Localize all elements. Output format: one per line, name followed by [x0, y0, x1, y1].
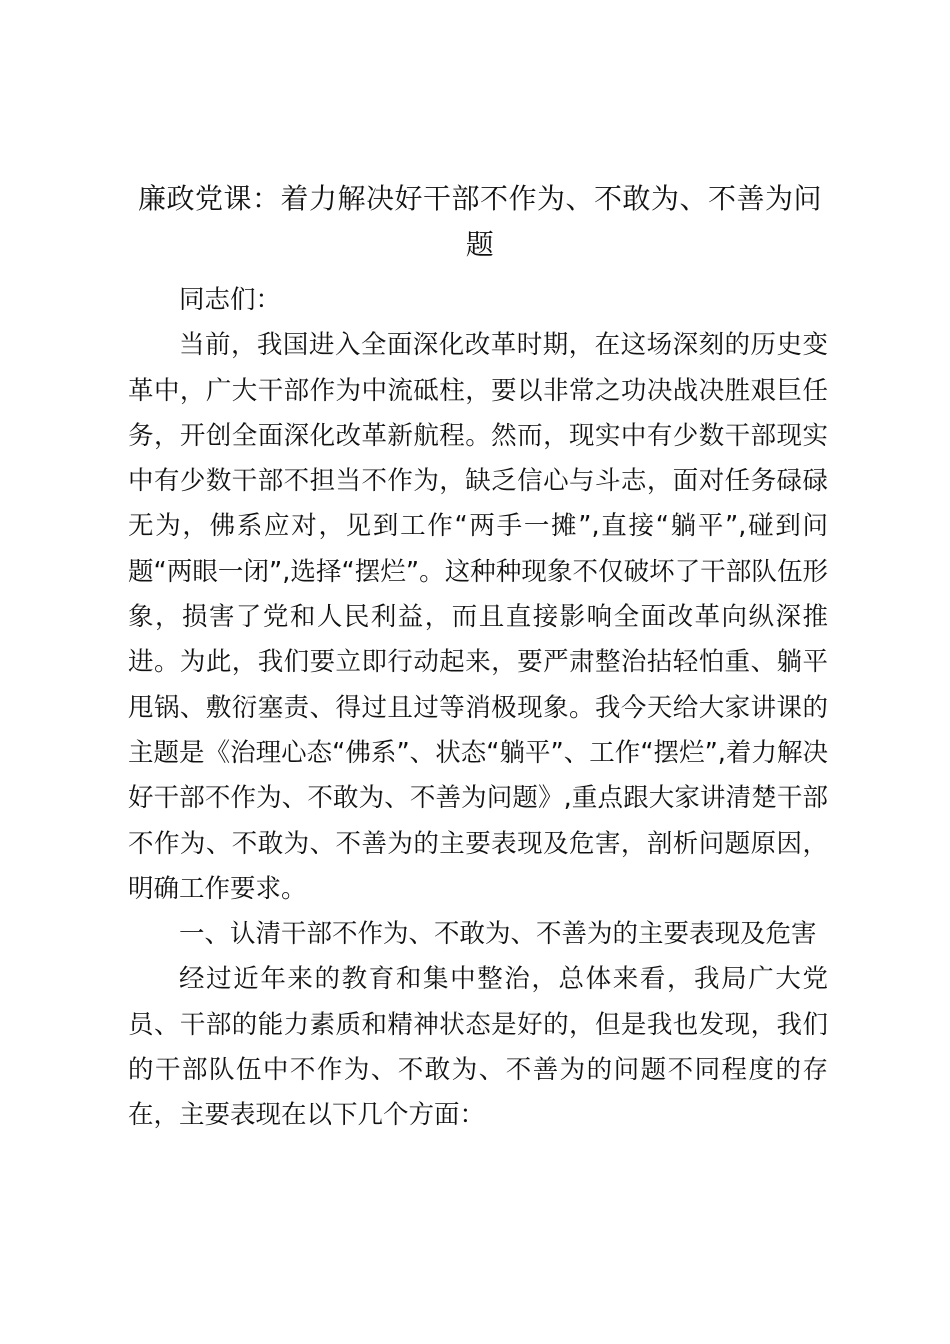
paragraph-intro: 当前，我国进入全面深化改革时期，在这场深刻的历史变革中，广大干部作为中流砥柱，要以非常之功决战决胜艰巨任务，开创全面深化改革新航程。然而，现实中有少数干部现实中有少数干部不担当不作为，缺乏信心与斗志，面对任务碌碌无为，佛系应对，见到工作“两手一摊”,直接“躺平”,碰到问题“两眼一闭”,选择“摆烂”。这种种现象不仅破坏了干部队伍形象，损害了党和人民利益，而且直接影响全面改革向纵深推进。为此，我们要立即行动起来，要严肃整治拈轻怕重、躺平甩锅、敷衍塞责、得过且过等消极现象。我今天给大家讲课的主题是《治理心态“佛系”、状态“躺平”、工作“摆烂”,着力解决好干部不作为、不敢为、不善为问题》,重点跟大家讲清楚干部不作为、不敢为、不善为的主要表现及危害，剖析问题原因，明确工作要求。 — [128, 330, 828, 904]
section-heading-1: 一、认清干部不作为、不敢为、不善为的主要表现及危害 — [179, 919, 817, 950]
document-body — [128, 278, 828, 1139]
document-title: 廉政党课：着力解决好干部不作为、不敢为、不善为问题 — [137, 182, 822, 261]
paragraph-section-1: 经过近年来的教育和集中整治，总体来看，我局广大党员、干部的能力素质和精神状态是好的，但是我也发现，我们的干部队伍中不作为、不敢为、不善为的问题不同程度的存在，主要表现在以下几个方面： — [128, 964, 828, 1131]
salutation: 同志们： — [179, 285, 282, 315]
